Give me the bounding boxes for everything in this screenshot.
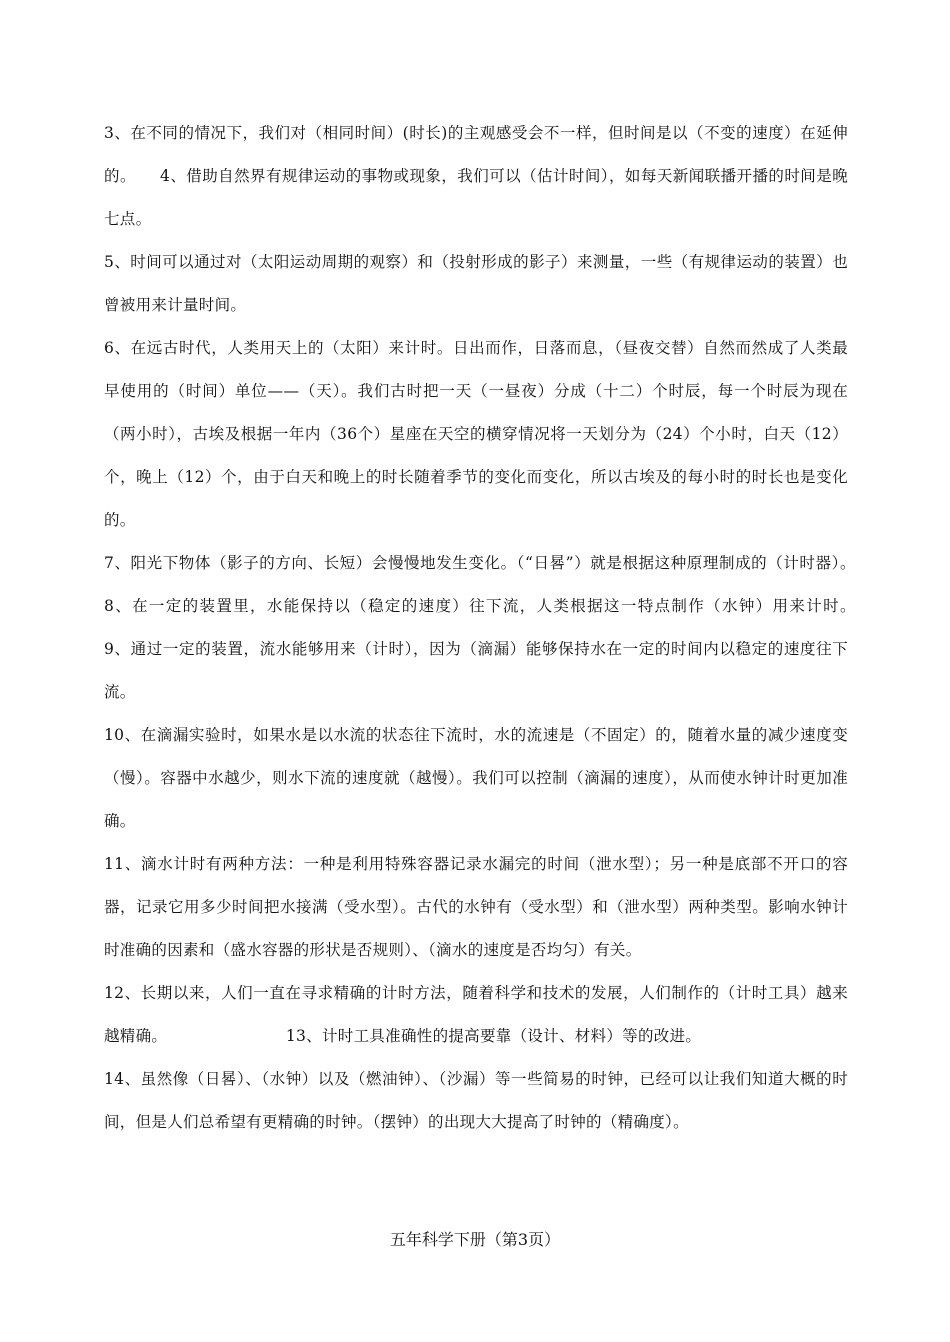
paragraph-14: 14、虽然像（日晷）、（水钟）以及（燃油钟）、（沙漏）等一些简易的时钟，已经可以让我们知道大概的时间，但是人们总希望有更精确的时钟。（摆钟）的出现大大提高了时钟的（精确度）。 (104, 1070, 848, 1131)
document-body (104, 112, 880, 1144)
paragraph-10: 10、在滴漏实验时，如果水是以水流的状态往下流时，水的流速是（不固定）的，随着水量的减少速度变（慢）。容器中水越少，则水下流的速度就（越慢）。我们可以控制（滴漏的速度），从而使水钟计时更加准确。 (104, 726, 848, 830)
paragraph-3-4: 3、在不同的情况下，我们对（相同时间）(时长)的主观感受会不一样，但时间是以（不变的速度）在延伸的。 4、借助自然界有规律运动的事物或现象，我们可以（估计时间），如每天新闻联播开播的时间是晚七点。 (104, 124, 848, 228)
paragraph-6: 6、在远古时代，人类用天上的（太阳）来计时。日出而作，日落而息，（昼夜交替）自然而然成了人类最早使用的（时间）单位——（天）。我们古时把一天（一昼夜）分成（十二）个时辰，每一个时辰为现在（两小时），古埃及根据一年内（36个）星座在天空的横穿情况将一天划分为（24）个小时，白天（12）个，晚上（12）个，由于白天和晚上的时长随着季节的变化而变化，所以古埃及的每小时的时长也是变化的。 (104, 339, 848, 529)
paragraph-5: 5、时间可以通过对（太阳运动周期的观察）和（投射形成的影子）来测量，一些（有规律运动的装置）也曾被用来计量时间。 (104, 253, 848, 314)
paragraph-7-9: 7、阳光下物体（影子的方向、长短）会慢慢地发生变化。（“日晷”）就是根据这种原理制成的（计时器）。 8、在一定的装置里，水能保持以（稳定的速度）往下流，人类根据这一特点制作（水钟）用来计时。 9、通过一定的装置，流水能够用来（计时），因为（滴漏）能够保持水在一定的时间内以稳定的速度往下流。 (104, 554, 880, 701)
paragraph-11: 11、滴水计时有两种方法：一种是利用特殊容器记录水漏完的时间（泄水型）；另一种是底部不开口的容器，记录它用多少时间把水接满（受水型）。古代的水钟有（受水型）和（泄水型）两种类型。影响水钟计时准确的因素和（盛水容器的形状是否规则）、（滴水的速度是否均匀）有关。 (104, 855, 848, 959)
paragraph-12-13: 12、长期以来，人们一直在寻求精确的计时方法，随着科学和技术的发展，人们制作的（计时工具）越来越精确。 13、计时工具准确性的提高要靠（设计、材料）等的改进。 (104, 984, 848, 1045)
page-footer: 五年科学下册（第3页） (389, 1230, 561, 1249)
